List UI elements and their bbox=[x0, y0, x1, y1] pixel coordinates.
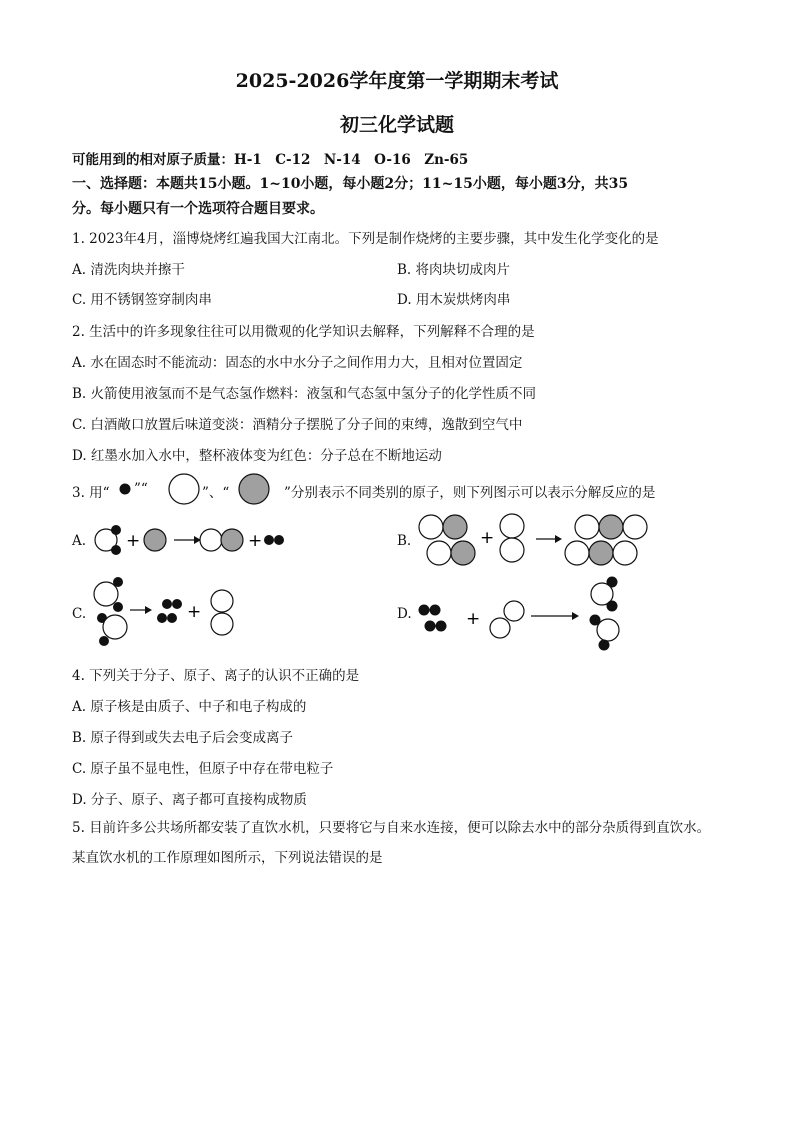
q4-option-d[interactable]: D. 分子、原子、离子都可直接构成物质 bbox=[72, 792, 307, 808]
q3-stem-part2: ”“ bbox=[134, 481, 148, 497]
q3-option-b-diagram bbox=[414, 510, 664, 570]
q1-option-a[interactable]: A. 清洗肉块并擦干 bbox=[72, 262, 185, 278]
legend-gray-atom bbox=[236, 471, 272, 507]
q4-option-c[interactable]: C. 原子虽不显电性，但原子中存在带电粒子 bbox=[72, 761, 334, 777]
q3-option-a-diagram bbox=[88, 518, 298, 562]
q3-option-d-label[interactable]: D. bbox=[397, 606, 412, 622]
q2-stem: 2. 生活中的许多现象往往可以用微观的化学知识去解释，下列解释不合理的是 bbox=[72, 324, 535, 340]
plus-sign: + bbox=[480, 528, 495, 548]
q3-option-d-diagram bbox=[414, 574, 644, 654]
q3-option-a-label[interactable]: A. bbox=[72, 533, 87, 549]
q3-option-c-label[interactable]: C. bbox=[72, 606, 87, 622]
q3-stem-part3: ”、“ bbox=[202, 485, 230, 501]
q2-option-a[interactable]: A. 水在固态时不能流动：固态的水中水分子之间作用力大，且相对位置固定 bbox=[72, 355, 523, 371]
plus-sign: + bbox=[466, 609, 481, 629]
plus-sign: + bbox=[126, 531, 141, 551]
q2-option-c[interactable]: C. 白酒敞口放置后味道变淡：酒精分子摆脱了分子间的束缚，逸散到空气中 bbox=[72, 417, 523, 433]
section-heading-line2: 分。每小题只有一个选项符合题目要求。 bbox=[72, 201, 324, 217]
atomic-masses: 可能用到的相对原子质量：H-1 C-12 N-14 O-16 Zn-65 bbox=[72, 152, 469, 168]
q1-option-b[interactable]: B. 将肉块切成肉片 bbox=[397, 262, 511, 278]
q3-stem-part1: 3. 用“ bbox=[72, 485, 110, 501]
q4-option-b[interactable]: B. 原子得到或失去电子后会变成离子 bbox=[72, 730, 294, 746]
exam-title: 2025-2026学年度第一学期期末考试 bbox=[235, 70, 559, 92]
plus-sign: + bbox=[248, 531, 263, 551]
q4-stem: 4. 下列关于分子、原子、离子的认识不正确的是 bbox=[72, 668, 360, 684]
q2-option-b[interactable]: B. 火箭使用液氢而不是气态氢作燃料：液氢和气态氢中氢分子的化学性质不同 bbox=[72, 386, 537, 402]
q4-option-a[interactable]: A. 原子核是由质子、中子和电子构成的 bbox=[72, 699, 307, 715]
q3-option-c-diagram bbox=[90, 574, 250, 650]
legend-black-atom bbox=[116, 480, 134, 498]
q1-option-c[interactable]: C. 用不锈钢签穿制肉串 bbox=[72, 292, 212, 308]
q3-option-b-label[interactable]: B. bbox=[397, 533, 412, 549]
q1-stem: 1. 2023年4月，淄博烧烤红遍我国大江南北。下列是制作烧烤的主要步骤，其中发生化学变化的是 bbox=[72, 231, 659, 247]
q1-option-d[interactable]: D. 用木炭烘烤肉串 bbox=[397, 292, 511, 308]
plus-sign: + bbox=[187, 602, 202, 622]
exam-subtitle: 初三化学试题 bbox=[339, 114, 454, 136]
q2-option-d[interactable]: D. 红墨水加入水中，整杯液体变为红色：分子总在不断地运动 bbox=[72, 448, 442, 464]
section-heading-line1: 一、选择题：本题共15小题。1~10小题，每小题2分；11~15小题，每小题3分，共35 bbox=[72, 176, 629, 192]
legend-white-atom bbox=[166, 471, 202, 507]
q3-stem-part4: ”分别表示不同类别的原子，则下列图示可以表示分解反应的是 bbox=[284, 485, 656, 501]
q5-stem: 5. 目前许多公共场所都安装了直饮水机，只要将它与自来水连接，便可以除去水中的部分杂质得到直饮水。某直饮水机的工作原理如图所示，下列说法错误的是 bbox=[72, 820, 711, 866]
